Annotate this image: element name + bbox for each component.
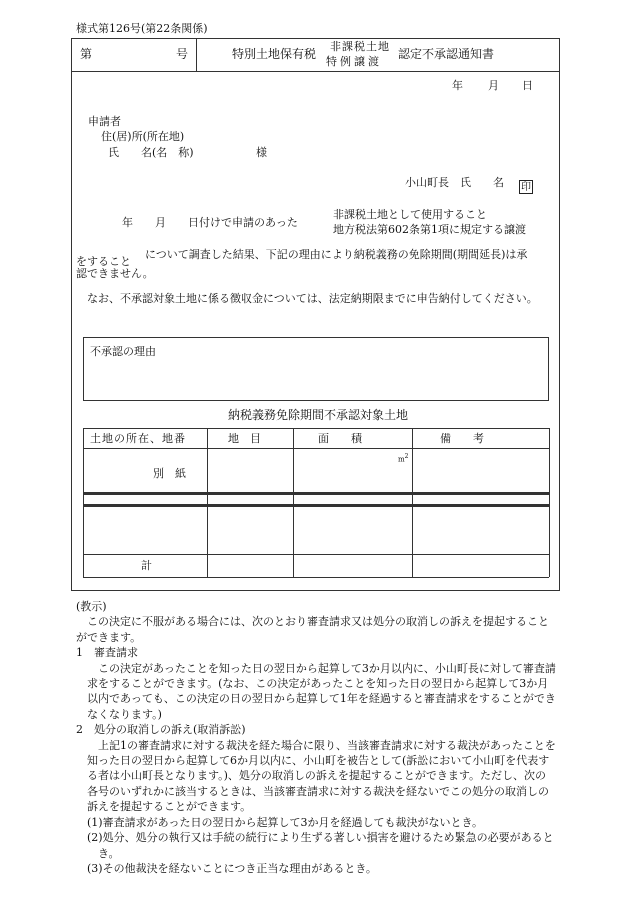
- table-col-divider-2: [293, 428, 294, 577]
- notes-sub2: (2)処分、処分の執行又は手続の続行により生ずる著しい損害を避けるため緊急の必要があるとき。: [87, 831, 554, 860]
- applicant-heading: 申請者: [88, 115, 121, 128]
- notes-sub1: (1)審査請求があった日の翌日から起算して3か月を経過しても裁決がないとき。: [87, 815, 484, 829]
- table-break-line-1: [83, 492, 549, 495]
- applicant-name-label: 氏 名(名 称): [108, 146, 194, 159]
- table-left-border: [83, 428, 84, 577]
- notes-item2-title: 2 処分の取消しの訴え(取消訴訟): [76, 723, 246, 737]
- notes-item2-text: 上記1の審査請求に対する裁決を経た場合に限り、当該審査請求に対する裁決があったことを知った日の翌日から起算して6か月以内に、小山町を被告として(訴訟において小山町を代表する者は小山町長となります。)、処分の取消しの訴えを提起することができます。ただし、次の各号のいずれかに該当するときは、当該審査請求に対する裁決を経ないでこの処分の取消しの訴えを提起することができます。: [87, 738, 556, 814]
- document-title: 認定不承認通知書: [398, 47, 495, 61]
- table-title: 納税義務免除期間不承認対象土地: [228, 408, 409, 422]
- number-prefix: 第: [80, 47, 93, 61]
- table-bottom-border: [83, 577, 549, 578]
- table-right-border: [549, 428, 550, 577]
- reason-label: 不承認の理由: [90, 345, 156, 358]
- total-label: 計: [141, 559, 152, 572]
- notes-item1-title: 1 審査請求: [76, 646, 138, 660]
- number-suffix: 号: [176, 47, 189, 61]
- area-unit: m2: [398, 453, 409, 464]
- date-month: 月: [488, 79, 499, 92]
- notes-heading: (教示): [76, 600, 107, 613]
- table-header-divider: [83, 448, 549, 449]
- applicant-honorific: 様: [256, 146, 267, 159]
- col-header-remarks: 備 考: [440, 432, 484, 445]
- purpose-option-2-tail: をすること: [76, 255, 131, 268]
- body-line-a: について調査した結果、下記の理由により納税義務の免除期間(期間延長)は承: [145, 248, 528, 261]
- type-option-nontaxable: 非課税土地: [330, 40, 390, 53]
- seal-icon: 印: [521, 182, 531, 193]
- notes-sub3: (3)その他裁決を経ないことにつき正当な理由があるとき。: [87, 861, 377, 875]
- table-break-line-2: [83, 504, 549, 507]
- type-option-special-transfer: 特例譲渡: [326, 55, 382, 68]
- purpose-option-1: 非課税土地として使用すること: [333, 208, 487, 221]
- row-location-attachment: 別 紙: [153, 467, 186, 480]
- header-divider: [71, 71, 560, 72]
- applicant-address-label: 住(居)所(所在地): [101, 130, 185, 143]
- notes-intro: この決定に不服がある場合には、次のとおり審査請求又は処分の取消しの訴えを提起することができます。: [76, 615, 549, 644]
- body-line-b: 認できません。: [76, 267, 154, 280]
- purpose-option-2: 地方税法第602条第1項に規定する譲渡: [333, 223, 526, 236]
- table-total-divider: [83, 554, 549, 555]
- col-header-area: 面 積: [318, 432, 362, 445]
- col-header-land-category: 地 目: [228, 432, 261, 445]
- date-day: 日: [522, 79, 533, 92]
- appeal-notice: [76, 599, 556, 876]
- table-top-border: [83, 428, 549, 429]
- table-col-divider-1: [207, 428, 208, 577]
- notice-frame: [71, 38, 560, 591]
- tax-name: 特別土地保有税: [232, 47, 317, 61]
- issuer-title: 小山町長 氏 名: [405, 176, 504, 189]
- application-date: 年 月 日付けで申請のあった: [122, 216, 298, 229]
- body-line-c: なお、不承認対象土地に係る徴収金については、法定納期限までに申告納付してください。: [87, 292, 538, 305]
- date-year: 年: [452, 79, 463, 92]
- notes-item1-text: この決定があったことを知った日の翌日から起算して3か月以内に、小山町長に対して審査請求をすることができます。(なお、この決定があったことを知った日の翌日から起算して3か月以内であっても、この決定の日の翌日から起算して1年を経過すると審査請求をすることができなくなります。): [87, 661, 556, 721]
- header-separator: [196, 38, 197, 71]
- col-header-location: 土地の所在、地番: [90, 432, 186, 445]
- table-col-divider-3: [412, 428, 413, 577]
- form-label: 様式第126号(第22条関係): [76, 22, 208, 35]
